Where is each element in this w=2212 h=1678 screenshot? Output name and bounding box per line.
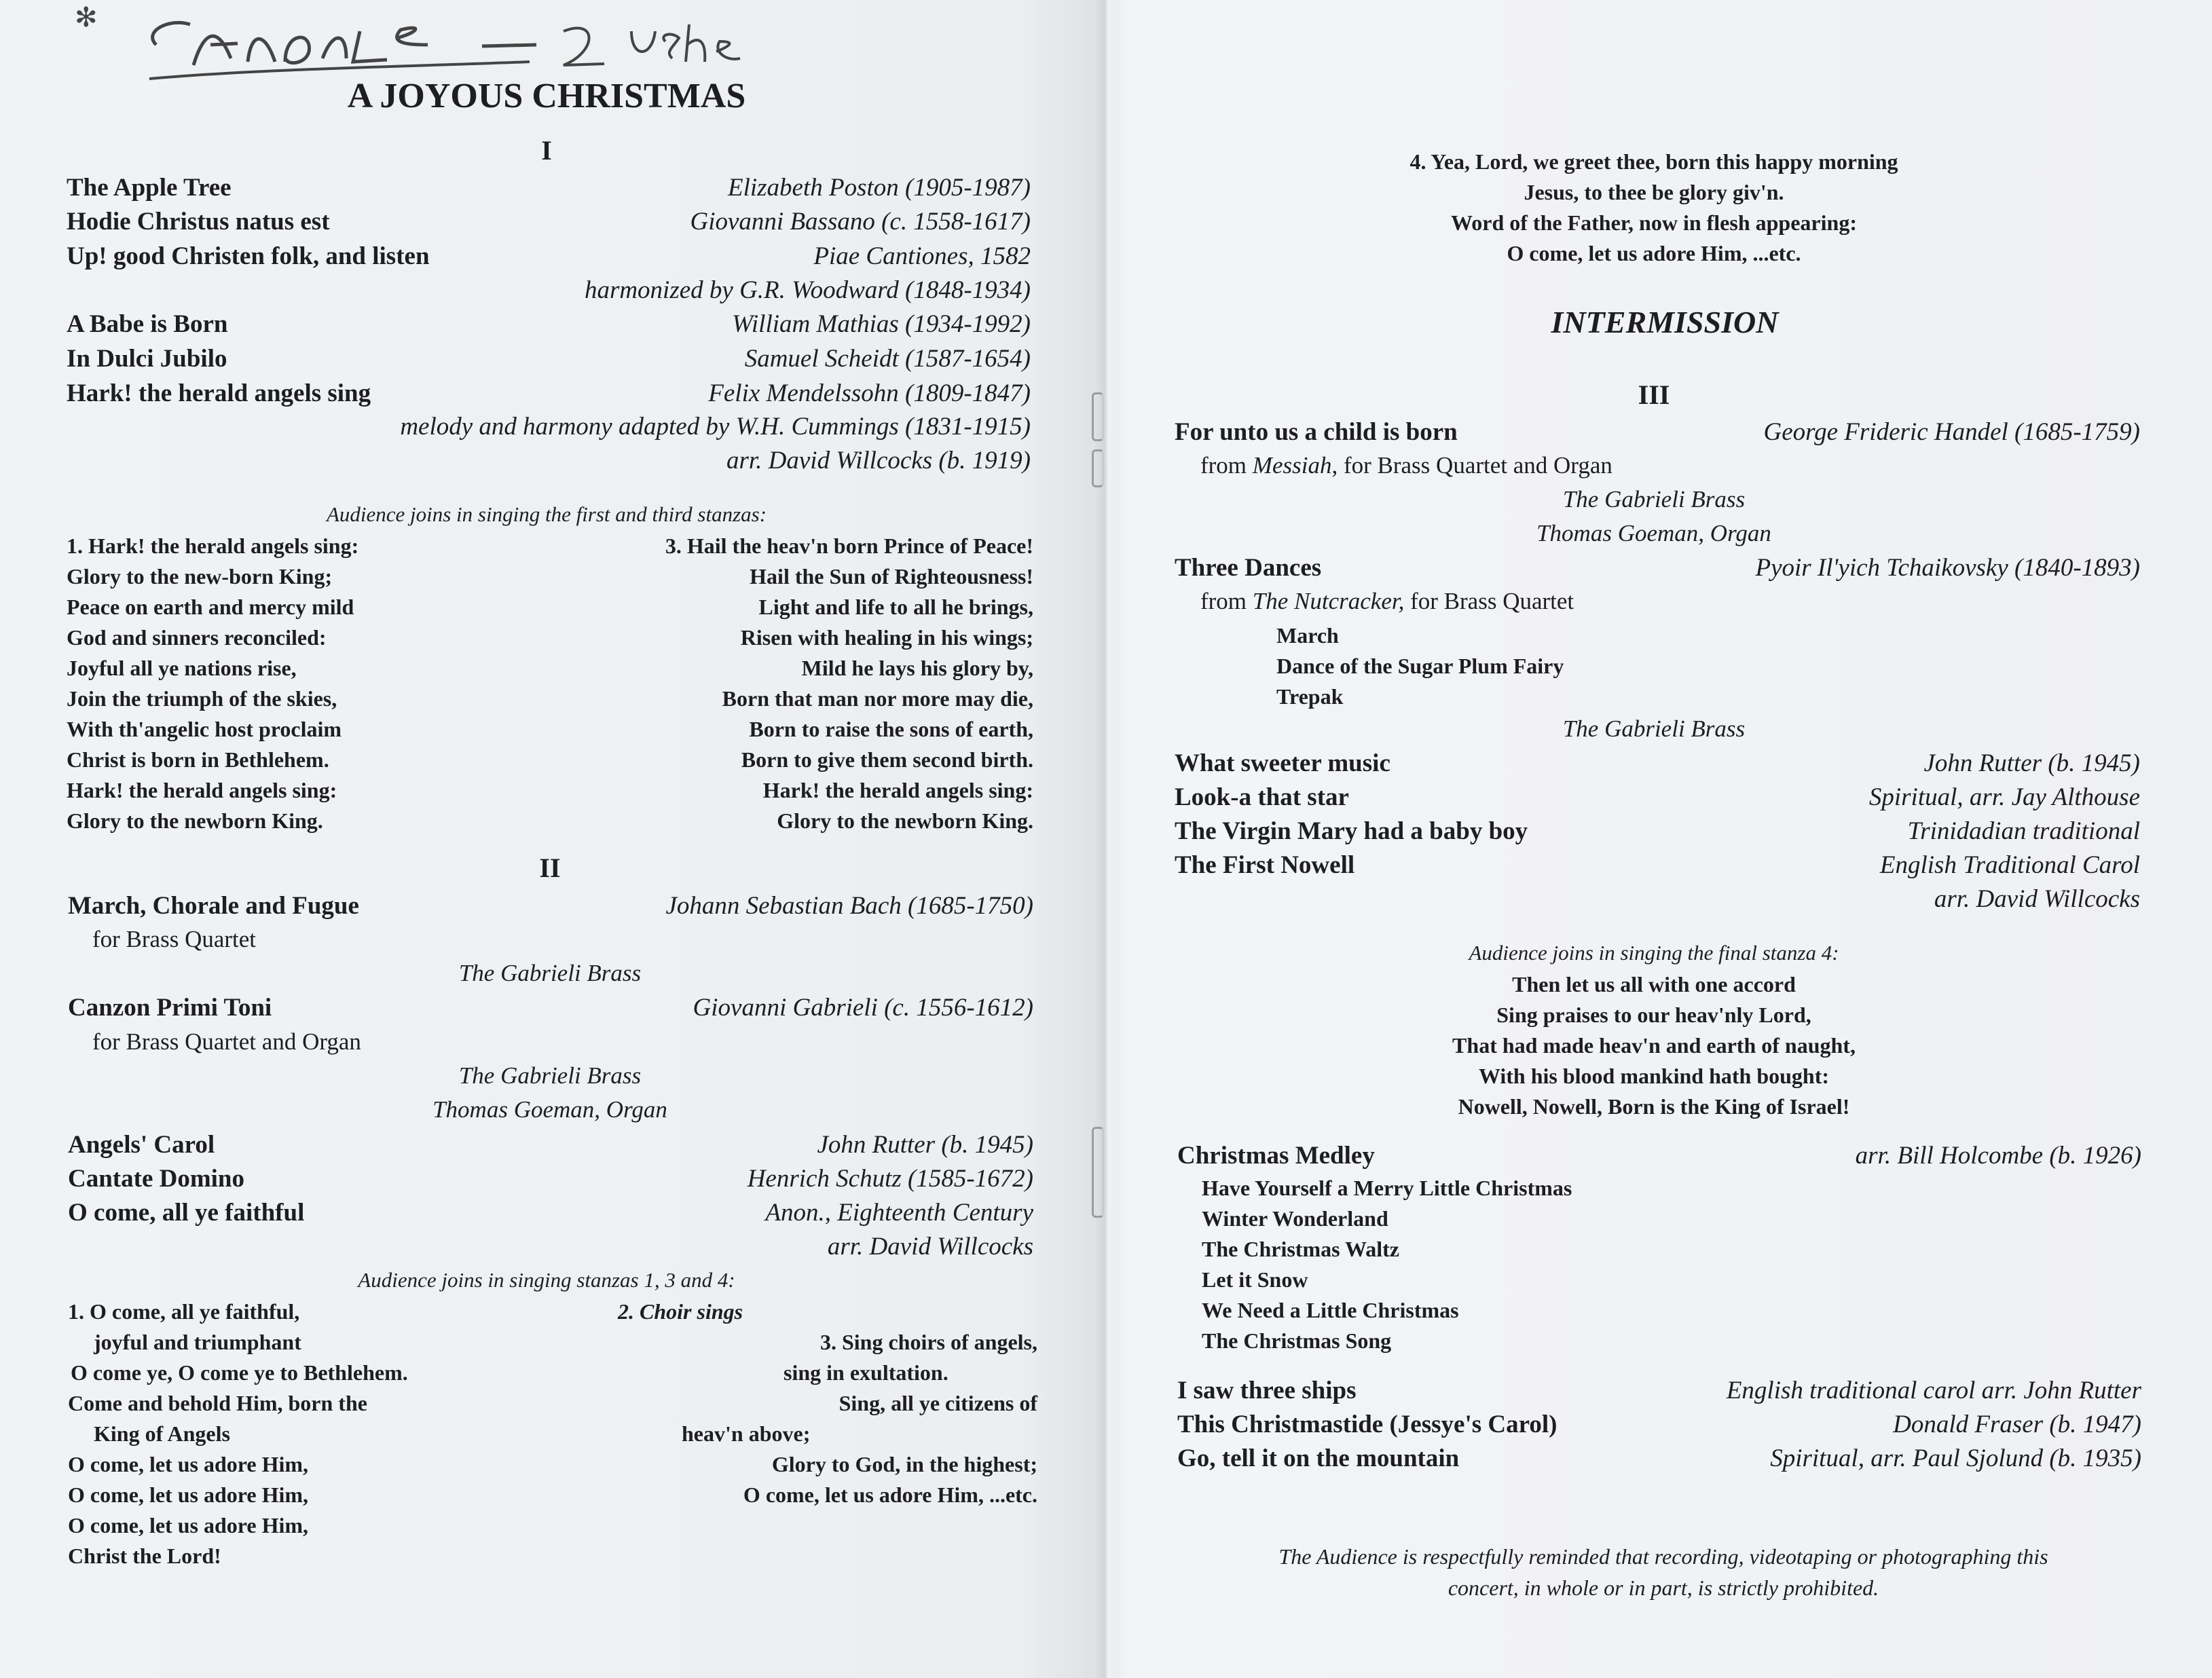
medley-item: We Need a Little Christmas xyxy=(1202,1298,1459,1322)
lyric-line: heav'n above; xyxy=(682,1421,811,1446)
disclaimer-line: concert, in whole or in part, is strictly prohibited. xyxy=(1448,1576,1879,1601)
dance-item: Trepak xyxy=(1276,684,1344,709)
piece-credit: harmonized by G.R. Woodward (1848-1934) xyxy=(584,276,1031,304)
dance-item: Dance of the Sugar Plum Fairy xyxy=(1276,654,1564,678)
lyric-line: Then let us all with one accord xyxy=(1512,972,1796,996)
performer: The Gabrieli Brass xyxy=(458,960,642,986)
piece-instrumentation: from Messiah, for Brass Quartet and Organ xyxy=(1200,452,1612,479)
piece-title: A Babe is Born xyxy=(67,310,228,338)
piece-instrumentation: for Brass Quartet and Organ xyxy=(92,1028,361,1055)
lyric-line: Sing, all ye citizens of xyxy=(838,1391,1037,1415)
section-heading-3: III xyxy=(1638,379,1670,410)
medley-item: Winter Wonderland xyxy=(1202,1206,1388,1231)
piece-title: O come, all ye faithful xyxy=(68,1199,305,1227)
piece-title: Look-a that star xyxy=(1175,783,1349,811)
lyric-line: Glory to God, in the highest; xyxy=(771,1452,1037,1476)
lyric-line: O come, let us adore Him, xyxy=(68,1513,309,1537)
lyric-line: O come, let us adore Him, xyxy=(68,1483,309,1507)
piece-credit: John Rutter (b. 1945) xyxy=(817,1131,1033,1159)
piece-credit: melody and harmony adapted by W.H. Cummings (1831-1915) xyxy=(400,413,1031,441)
piece-credit: arr. David Willcocks xyxy=(827,1233,1033,1261)
piece-title: Hodie Christus natus est xyxy=(67,208,330,236)
lyric-line: Mild he lays his glory by, xyxy=(801,656,1033,680)
choir-sings-label: 2. Choir sings xyxy=(618,1299,743,1324)
piece-instrumentation: for Brass Quartet xyxy=(92,926,257,952)
lyric-line: Glory to the newborn King. xyxy=(777,808,1033,833)
lyric-line: 3. Sing choirs of angels, xyxy=(819,1330,1037,1354)
handwritten-note xyxy=(129,4,767,86)
lyric-line: 1. Hark! the herald angels sing: xyxy=(67,534,359,558)
lyric-line: Risen with healing in his wings; xyxy=(740,625,1033,650)
piece-credit: English traditional carol arr. John Rutter xyxy=(1726,1377,2141,1404)
piece-credit: George Frideric Handel (1685-1759) xyxy=(1763,418,2140,446)
lyric-line: King of Angels xyxy=(94,1421,230,1446)
piece-credit: Piae Cantiones, 1582 xyxy=(813,242,1031,270)
audience-note-hark: Audience joins in singing the first and third stanzas: xyxy=(326,502,767,526)
lyric-line: 3. Hail the heav'n born Prince of Peace! xyxy=(665,534,1033,558)
lyric-line: Born to raise the sons of earth, xyxy=(749,717,1033,741)
piece-title: The Virgin Mary had a baby boy xyxy=(1175,817,1528,845)
piece-credit: Giovanni Bassano (c. 1558-1617) xyxy=(690,208,1031,236)
lyric-line: Join the triumph of the skies, xyxy=(67,686,337,711)
lyric-line: With his blood mankind hath bought: xyxy=(1478,1064,1830,1088)
piece-credit: Felix Mendelssohn (1809-1847) xyxy=(708,379,1031,407)
piece-title: Three Dances xyxy=(1175,554,1322,582)
intermission-heading: INTERMISSION xyxy=(1551,305,1779,339)
lyric-line: 1. O come, all ye faithful, xyxy=(68,1299,300,1324)
piece-credit: arr. David Willcocks (b. 1919) xyxy=(726,447,1031,474)
piece-title: Christmas Medley xyxy=(1177,1142,1375,1170)
staple-top xyxy=(1092,392,1104,441)
piece-credit: Spiritual, arr. Paul Sjolund (b. 1935) xyxy=(1770,1444,2141,1472)
piece-credit: arr. David Willcocks xyxy=(1934,885,2140,913)
piece-credit: arr. Bill Holcombe (b. 1926) xyxy=(1855,1142,2141,1170)
piece-credit: English Traditional Carol xyxy=(1879,851,2140,879)
piece-credit: Trinidadian traditional xyxy=(1907,817,2140,845)
piece-title: The Apple Tree xyxy=(67,174,232,202)
dance-item: March xyxy=(1276,623,1339,648)
disclaimer-line: The Audience is respectfully reminded that recording, videotaping or photographing this xyxy=(1278,1544,2048,1569)
lyric-line: Sing praises to our heav'nly Lord, xyxy=(1496,1003,1811,1027)
lyric-line: Christ is born in Bethlehem. xyxy=(67,747,329,772)
piece-credit: Donald Fraser (b. 1947) xyxy=(1893,1411,2141,1438)
medley-item: The Christmas Song xyxy=(1202,1328,1392,1353)
lyric-line: O come, let us adore Him, ...etc. xyxy=(1507,241,1801,265)
lyric-line: joyful and triumphant xyxy=(94,1330,301,1354)
piece-title: Canzon Primi Toni xyxy=(68,994,272,1022)
lyric-line: Christ the Lord! xyxy=(68,1544,221,1568)
audience-note-nowell: Audience joins in singing the final stanza 4: xyxy=(1469,941,1839,965)
piece-credit: Spiritual, arr. Jay Althouse xyxy=(1868,783,2140,811)
lyric-line: Word of the Father, now in flesh appearing: xyxy=(1451,210,1857,235)
piece-credit: John Rutter (b. 1945) xyxy=(1923,749,2140,777)
audience-note-ocome: Audience joins in singing stanzas 1, 3 and 4: xyxy=(358,1268,735,1292)
lyric-line: O come, let us adore Him, ...etc. xyxy=(743,1483,1037,1507)
staple-top-lower xyxy=(1092,449,1104,487)
lyric-line: 4. Yea, Lord, we greet thee, born this happy morning xyxy=(1409,149,1898,174)
lyric-line: Light and life to all he brings, xyxy=(758,595,1033,619)
piece-title: Hark! the herald angels sing xyxy=(67,379,371,407)
staple-bottom xyxy=(1092,1127,1104,1218)
performer: The Gabrieli Brass xyxy=(1562,486,1746,512)
medley-item: Let it Snow xyxy=(1202,1267,1308,1292)
lyric-line: Hark! the herald angels sing: xyxy=(762,778,1033,802)
lyric-line: With th'angelic host proclaim xyxy=(67,717,342,741)
piece-title: In Dulci Jubilo xyxy=(67,345,227,373)
lyric-line: Peace on earth and mercy mild xyxy=(67,595,354,619)
lyric-line: God and sinners reconciled: xyxy=(67,625,327,650)
piece-credit: Henrich Schutz (1585-1672) xyxy=(747,1165,1033,1193)
lyric-line: Come and behold Him, born the xyxy=(68,1391,367,1415)
lyric-line: O come ye, O come ye to Bethlehem. xyxy=(71,1360,408,1385)
section-heading-2: II xyxy=(539,853,561,883)
program-title: A JOYOUS CHRISTMAS xyxy=(347,77,746,115)
lyric-line: Hail the Sun of Righteousness! xyxy=(750,564,1033,589)
performer: Thomas Goeman, Organ xyxy=(1536,520,1771,546)
lyric-line: Born that man nor more may die, xyxy=(722,686,1033,711)
lyric-line: That had made heav'n and earth of naught, xyxy=(1452,1033,1856,1058)
piece-credit: Pyoir Il'yich Tchaikovsky (1840-1893) xyxy=(1755,554,2140,582)
piece-title: Angels' Carol xyxy=(68,1131,215,1159)
lyric-line: sing in exultation. xyxy=(784,1360,948,1385)
piece-title: March, Chorale and Fugue xyxy=(68,892,359,920)
piece-credit: Anon., Eighteenth Century xyxy=(765,1199,1033,1227)
piece-credit: William Mathias (1934-1992) xyxy=(732,310,1031,338)
lyric-line: O come, let us adore Him, xyxy=(68,1452,309,1476)
piece-title: Cantate Domino xyxy=(68,1165,245,1193)
lyric-line: Hark! the herald angels sing: xyxy=(67,778,337,802)
performer: The Gabrieli Brass xyxy=(1562,715,1746,742)
lyric-line: Glory to the newborn King. xyxy=(67,808,323,833)
piece-credit: Samuel Scheidt (1587-1654) xyxy=(744,345,1031,373)
piece-title: Up! good Christen folk, and listen xyxy=(67,242,430,270)
center-fold xyxy=(1094,0,1118,1678)
section-heading-1: I xyxy=(541,135,552,166)
handwriting-asterisk: ✻ xyxy=(75,2,98,33)
piece-title: The First Nowell xyxy=(1175,851,1355,879)
medley-item: The Christmas Waltz xyxy=(1202,1237,1399,1261)
medley-item: Have Yourself a Merry Little Christmas xyxy=(1202,1176,1572,1200)
lyric-line: Born to give them second birth. xyxy=(741,747,1033,772)
lyric-line: Glory to the new-born King; xyxy=(67,564,333,589)
performer: Thomas Goeman, Organ xyxy=(432,1096,667,1123)
performer: The Gabrieli Brass xyxy=(458,1062,642,1089)
piece-credit: Giovanni Gabrieli (c. 1556-1612) xyxy=(693,994,1033,1022)
piece-title: For unto us a child is born xyxy=(1175,418,1458,446)
lyric-line: Nowell, Nowell, Born is the King of Israel! xyxy=(1458,1094,1850,1119)
piece-title: What sweeter music xyxy=(1175,749,1390,777)
piece-credit: Johann Sebastian Bach (1685-1750) xyxy=(665,892,1033,920)
piece-title: This Christmastide (Jessye's Carol) xyxy=(1177,1411,1557,1438)
lyric-line: Jesus, to thee be glory giv'n. xyxy=(1524,180,1784,204)
piece-title: I saw three ships xyxy=(1177,1377,1357,1404)
recording-disclaimer xyxy=(1154,1541,2173,1604)
piece-title: Go, tell it on the mountain xyxy=(1177,1444,1460,1472)
lyric-line: Joyful all ye nations rise, xyxy=(67,656,297,680)
piece-instrumentation: from The Nutcracker, for Brass Quartet xyxy=(1200,588,1574,614)
piece-credit: Elizabeth Poston (1905-1987) xyxy=(727,174,1031,202)
